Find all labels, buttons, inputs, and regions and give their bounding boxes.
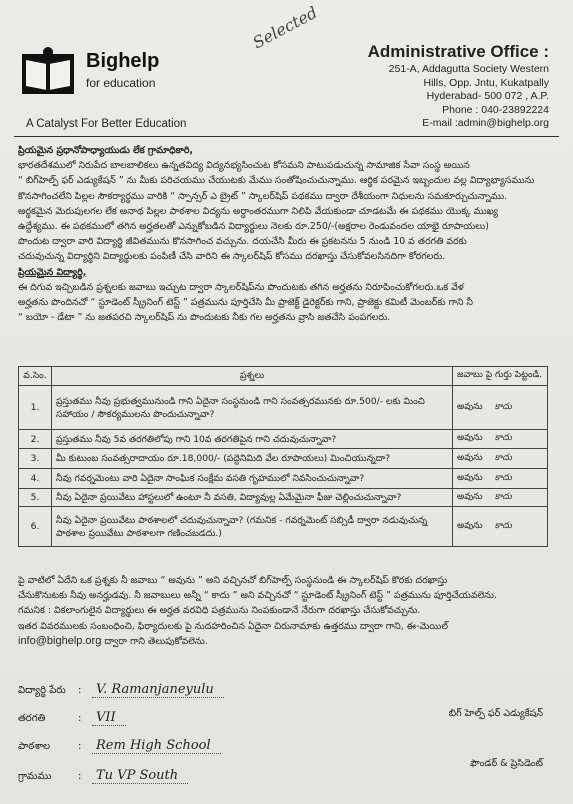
paragraph-line: ఉద్దేశ్యము. ఈ పథకములో తగిన అర్హతలతో ఎన్నుకోబడిన విద్యార్థులు నెలకు రూ.250/-(అక్షరాల రెండువందల యాభై రూపాయలు) (18, 221, 489, 233)
signature-title: ఫౌండర్ & ప్రెసిడెంట్ (470, 758, 543, 769)
student-salutation: ప్రియమైన విద్యార్థి, (18, 266, 87, 278)
handwritten-answer: కాదు (494, 401, 512, 412)
eligibility-table (18, 366, 548, 547)
answer-yes[interactable]: అవును (457, 433, 483, 443)
signature-org: బిగ్ హెల్ప్ ఫర్ ఎడ్యుకేషన్ (448, 708, 543, 719)
row-question: మీ కుటుంబ సంవత్సరాదాయం రూ.18,000/- (పద్దెనిమిది వేల రూపాయలు) మించియున్నదా? (52, 449, 453, 469)
paragraph-line: “ బిగ్‌హెల్ప్ ఫర్ ఎడ్యుకేషన్ ” ను మీకు పరిచయము చేయుటకు మేము సంతోషించుచున్నాము. ఆర్థిక పరమైన ఇబ్బందుల వల్ల విద్యాభ్యాసమును (18, 175, 535, 187)
table-header-row (19, 367, 548, 386)
paragraph-line: అర్హతను పొందినచో “ స్టూడెంట్ స్క్రీనింగ్ టెస్ట్ ” పత్రమును పూర్తిచేసి మీ ప్రాజెక్ట్ డైరెక్టర్‌కు గాని, ప్రాజెక్టు కమిటీ మెంబర్‌కు గాని నీ (18, 297, 473, 309)
row-question: నీవు ఏదైనా ప్రయివేటు పాఠశాలలో చదువుచున్నావా? (గమనిక - గవర్నమెంట్ సబ్సిడీ ద్వారా నడువుచున్న పాఠశాల ప్రయివేటు పాఠశాలగా గణించబడదు.) (52, 507, 453, 547)
row-number: 3. (19, 449, 52, 469)
paragraph-line: ఈ దిగువ ఇచ్చిబడిన ప్రశ్నలకు జవాబు ఇచ్చుట ద్వారా స్కాలర్‌షిప్‌ను పొందుటకు తగిన అర్హతను నిరూపించుకోగలరు.ఒక వేళ (18, 281, 464, 293)
table-row (19, 449, 548, 469)
answer-cell[interactable] (453, 449, 548, 469)
handwritten-answer: కాదు (494, 452, 512, 463)
address-line: Hyderabad- 500 072 , A.P. (426, 90, 549, 102)
answer-cell[interactable] (453, 386, 548, 430)
row-number: 4. (19, 469, 52, 489)
brand-subtitle: for education (86, 76, 156, 90)
row-number: 1. (19, 386, 52, 430)
paragraph-line: అర్థకమైన మెరుపులగల లేక అనాథ పిల్లల పాఠశాల విద్యను అర్ధాంతరముగా నిలిపి వేయకుండా చూడటమే ఈ పథకము యొక్క ముఖ్య (18, 205, 499, 217)
class-label: తరగతి (18, 713, 46, 724)
col-num-header: వ.సెం. (19, 367, 52, 386)
answer-cell[interactable] (453, 430, 548, 449)
school-label: పాఠశాల (18, 741, 51, 752)
paragraph-line: “ బయో - డేటా ” ను జతపరచి స్కాలర్‌షిప్ ను పొందుటకు నీకు గల అర్హతను వ్రాసి జతచేసి పంపగలరు. (18, 312, 391, 324)
school-field[interactable]: Rem High School (92, 738, 221, 754)
table-row (19, 489, 548, 507)
row-question: ప్రస్తుతము నీవు 5వ తరగతిలోపు గాని 10వ తరగతిపైన గాని చదువుచున్నావా? (52, 430, 453, 449)
handwritten-answer: కాదు (494, 433, 512, 443)
table-row (19, 469, 548, 489)
paragraph-line: భారతదేశములో నిరుపేద బాలబాలికలు ఉన్నతవిద్య విద్యనభ్యసించుట కోసమని పాటుపడుచున్న సామాజిక సేవా సంస్థ అయిన (18, 160, 470, 172)
village-row: గ్రామము : Tu VP South (18, 768, 188, 784)
email-line: E-mail :admin@bighelp.org (422, 117, 549, 129)
header-divider (14, 136, 559, 137)
brand-name: Bighelp (86, 50, 160, 72)
table-row (19, 386, 548, 430)
row-question: ప్రస్తుతము నీవు ప్రభుత్వమునుండి గాని ఏదైనా సంస్థనుండి గాని సంవత్సరమునకు రూ.500/- లకు మించి సహాయం / సౌకర్యములను పొందుచున్నావా? (52, 386, 453, 430)
answer-cell[interactable] (453, 507, 548, 547)
answer-yes[interactable]: అవును (457, 452, 483, 463)
table-row (19, 430, 548, 449)
address-line: 251-A, Addagutta Society Western (388, 63, 549, 75)
school-row: పాఠశాల : Rem High School (18, 738, 221, 754)
email-tail-text: ద్వారా గాని తెలుపుకోవలెను. (101, 635, 208, 647)
answer-yes[interactable]: అవును (457, 401, 483, 412)
paragraph-line: చేసుకొనుటకు నీవు అనర్హుడవు. నీ జవాబులు అన్నీ “ కాదు ” అని వచ్చినచో “ స్టూడెంట్ స్క్రీనింగ్ టెస్ట్ ” పత్రమును పూర్తిచేయవలెను. (18, 590, 497, 602)
name-label: విద్యార్థి పేరు (18, 685, 66, 696)
paragraph-line: పొందుట ద్వారా వారి విద్యార్థి జీవితమును కొనసాగించ వచ్చును. దయచేసి మీరు ఈ ప్రకటనను 5 నుండి 10 వ తరగతి వరకు (18, 236, 467, 248)
row-question: నీవు ఏదైనా ప్రయివేటు హాస్టలులో ఉంటూ నీ వసతి, విద్యావుల్ల ఏమేమైనా ఫీజు చెల్లించుచున్నావా? (52, 489, 453, 507)
handwritten-note: Selected (249, 2, 321, 53)
name-row: విద్యార్థి పేరు : V. Ramanjaneyulu (18, 682, 224, 698)
village-field[interactable]: Tu VP South (92, 768, 188, 784)
address-line: Hills, Opp. Jntu, Kukatpally (423, 76, 549, 89)
name-field[interactable]: V. Ramanjaneyulu (92, 682, 224, 698)
answer-cell[interactable] (453, 489, 548, 507)
class-field[interactable]: VII (92, 710, 126, 726)
note-line: గమనిక : వికలాంగులైన విద్యార్థులు ఈ అర్హత వరవిధి పత్రమును నింపకుండానే నేరుగా దరఖాస్తు చేసుకోవచ్చును. (18, 605, 421, 617)
col-question-header: ప్రశ్నలు (52, 367, 453, 386)
salutation: ప్రియమైన ప్రధానోపాధ్యాయుడు లేక గ్రామాధికారి, (18, 145, 194, 156)
row-number: 6. (19, 507, 52, 547)
class-row: తరగతి : VII (18, 710, 126, 726)
paragraph-line: చదువుచున్న విద్యార్థిని విద్యార్థులకు పంపిణీ చేసి వారిని ఈ స్కాలర్‌షిప్ కోసము దరఖాస్తు చేసుకోవలసినదిగా కోరగలరు. (18, 251, 446, 263)
handwritten-answer: కాదు (494, 491, 512, 502)
paragraph-line: కొనసాగించలేని పిల్లల సౌకర్యార్థము వారికి “ స్పాన్సర్ ఎ బ్రైట్ ” స్కాలర్‌షిప్ పథకము ద్వారా దేశీయంగా నిధులను సమకూర్చుచున్నాము. (18, 190, 508, 202)
row-number: 5. (19, 489, 52, 507)
phone-line: Phone : 040-23892224 (442, 103, 549, 116)
office-title: Administrative Office : (367, 42, 549, 61)
handwritten-answer: కాదు (494, 520, 512, 531)
contact-email-link[interactable]: info@bighelp.org (18, 634, 102, 647)
answer-cell[interactable] (453, 469, 548, 489)
answer-yes[interactable]: అవును (457, 491, 483, 502)
open-book-logo-icon (20, 46, 76, 96)
paragraph-line: ఇతర వివరములకు సంబంధించి, ఫిర్యాదులకు పై నుదహరించిన ఏదైనా చిరునామాకు ఉత్తరము ద్వారా గాని, ఈ-మెయిల్ (18, 620, 448, 632)
row-question: నీవు గవర్నమెంటు వారి ఏదైనా సాంఘిక సంక్షేమ వసతి గృహములో నివసించుచున్నావా? (52, 469, 453, 489)
village-label: గ్రామము (18, 771, 52, 782)
letter-body-part2 (18, 573, 553, 649)
handwritten-answer: కాదు (494, 472, 512, 483)
office-address (368, 42, 549, 131)
col-answer-header: జవాబు పై గుర్తు పెట్టండి. (453, 367, 548, 386)
tagline: A Catalyst For Better Education (26, 118, 187, 130)
answer-yes[interactable]: అవును (457, 472, 483, 483)
letter-body-part1 (18, 143, 553, 325)
answer-yes[interactable]: అవును (457, 520, 483, 531)
table-row (19, 507, 548, 547)
row-number: 2. (19, 430, 52, 449)
paragraph-line: పై వాటిలో ఏదేని ఒక ప్రశ్నకు నీ జవాబు “ అవును ” అని వచ్చినచో బిగ్‌హెల్ప్ సంస్థనుండి ఈ స్కాలర్‌షిప్ కొరకు దరఖాస్తు (18, 575, 448, 586)
